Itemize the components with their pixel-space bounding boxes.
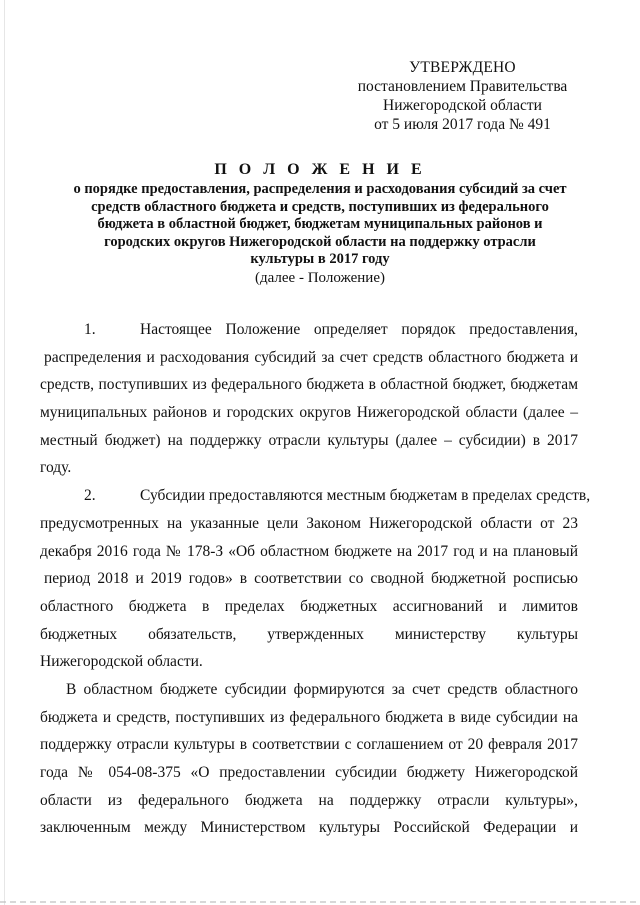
paragraph-2-line-5: областного бюджета в пределах бюджетных ассигнований и лимитов [40,597,578,615]
paragraph-3-line-6: заключенным между Министерством культуры Российской Федерации и [40,819,578,837]
document-title: П О Л О Ж Е Н И Е [214,161,426,178]
paragraph-3 [40,676,578,842]
title-line-1: о порядке предоставления, распределения и расходования субсидий за счет [73,181,567,197]
paragraph-3-line-5: области из федерального бюджета на поддержку отрасли культуры», [40,791,578,809]
document-body [40,316,591,842]
paragraph-3-line-2: бюджета и средств, поступивших из федерального бюджета в виде субсидии на [40,708,578,726]
paragraph-2-line-1-text: Субсидии предоставляются местным бюджетам в пределах средств, [140,487,591,505]
paragraph-2-number: 2. [84,487,96,505]
paragraph-2-line-4: период 2018 и 2019 годов» в соответствии со сводной бюджетной росписью [44,570,578,588]
scan-edge [4,0,5,905]
approval-stamp-block [350,58,575,134]
approval-heading: УТВЕРЖДЕНО [409,59,516,76]
title-line-4: городских округов Нижегородской области на поддержку отрасли [104,233,536,250]
paragraph-2-line-2: предусмотренных на указанные цели Законом Нижегородской области от 23 [40,514,578,532]
paragraph-1 [40,316,578,482]
paragraph-3-line-3: поддержку отрасли культуры в соответствии с соглашением от 20 февраля 2017 [40,736,578,754]
title-abbreviation: (далее - Положение) [255,269,385,286]
paragraph-2-line-3: декабря 2016 года № 178-З «Об областном бюджете на 2017 год и на плановый [40,542,578,560]
paragraph-2-line-6: бюджетных обязательств, утвержденных министерству культуры [40,625,578,643]
scan-bottom-edge [0,901,640,903]
paragraph-3-line-4: года № 054-08-375 «О предоставлении субсидии бюджету Нижегородской [40,764,578,781]
title-line-3: бюджета в областной бюджет, бюджетам муниципальных районов и [97,216,543,232]
paragraph-2-line-1 [40,482,591,510]
approval-line-1: постановлением Правительства [357,78,568,95]
approval-line-3: от 5 июля 2017 года № 491 [374,116,551,133]
paragraph-1-line-2: распределения и расходования субсидий за счет средств областного бюджета и [44,348,578,366]
document-title-block [30,160,610,288]
paragraph-1-line-3: средств, поступивших из федерального бюджета в областной бюджет, бюджетам [40,376,578,394]
paragraph-2 [40,482,591,676]
title-line-2: средств областного бюджета и средств, поступивших из федерального [91,198,549,215]
paragraph-1-number: 1. [84,321,96,338]
paragraph-2-line-7: Нижегородской области. [40,653,203,671]
title-line-5: культуры в 2017 году [250,251,390,267]
paragraph-1-line-4: муниципальных районов и городских округов Нижегородской области (далее – [40,404,578,422]
paragraph-1-line-5: местный бюджет) на поддержку отрасли культуры (далее – субсидии) в 2017 [40,431,578,449]
paragraph-1-line-1-text: Настоящее Положение определяет порядок предоставления, [140,321,578,338]
paragraph-1-line-1 [40,316,578,344]
paragraph-1-line-6: году. [40,459,72,477]
paragraph-3-line-1: В областном бюджете субсидии формируются за счет средств областного [66,680,578,698]
approval-line-2: Нижегородской области [383,97,542,114]
